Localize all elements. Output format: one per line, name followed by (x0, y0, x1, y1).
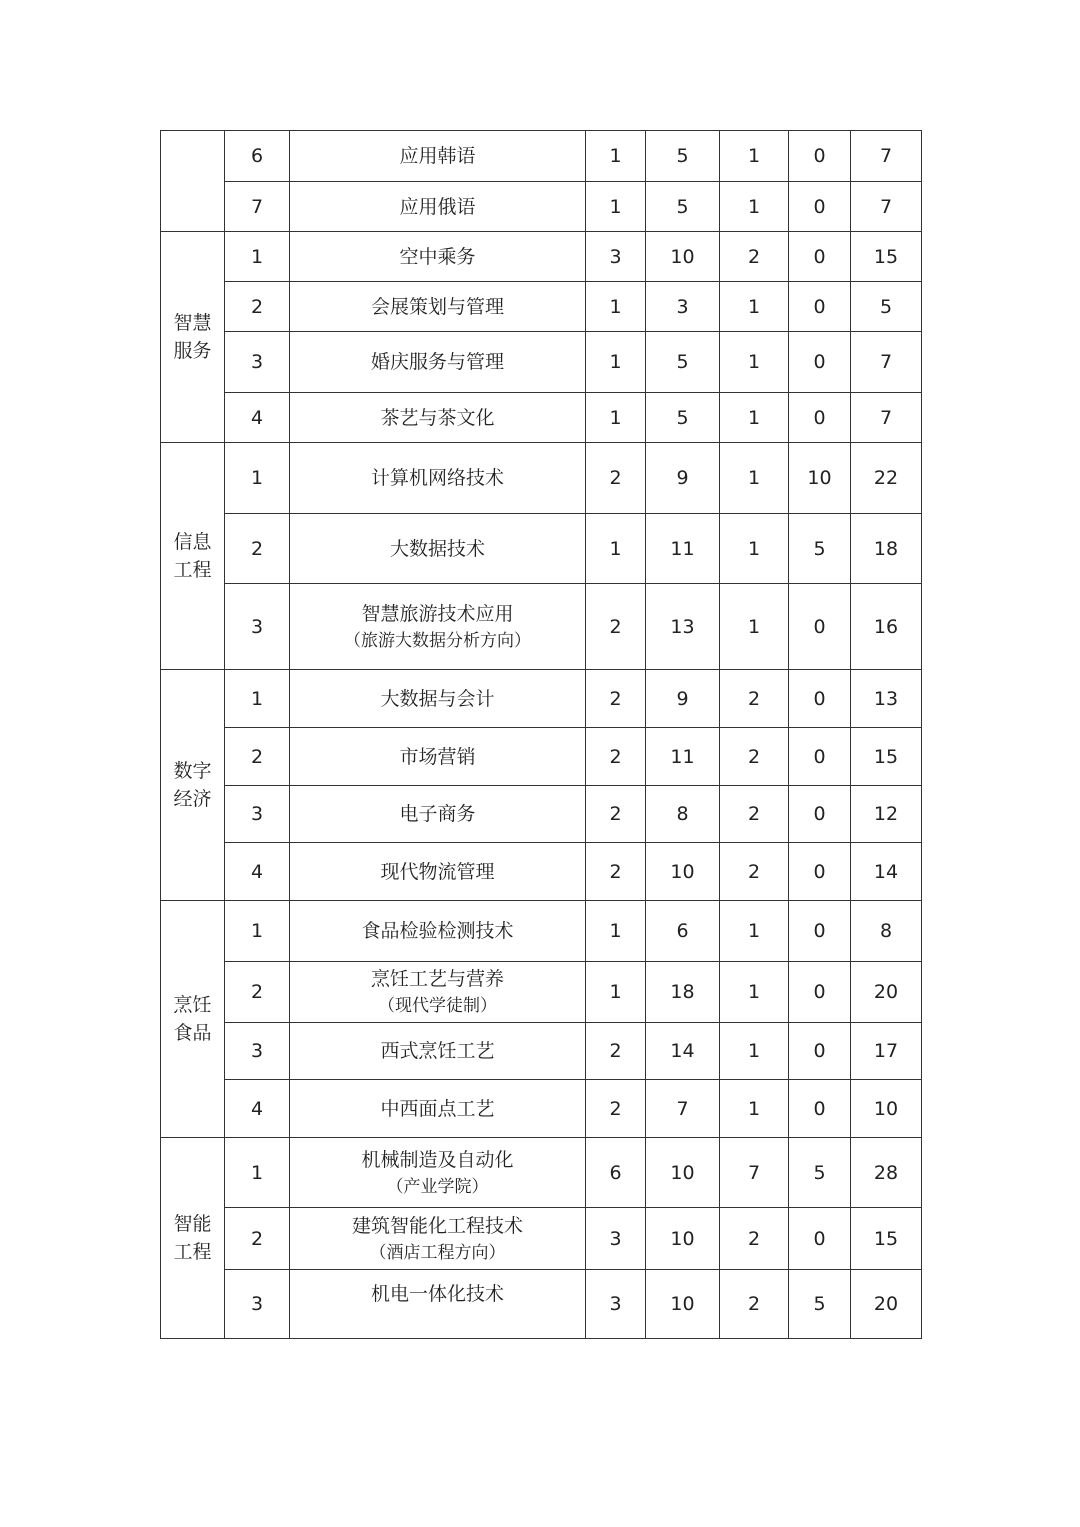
count-cell-1: 2 (586, 786, 646, 843)
major-name-cell (290, 670, 586, 728)
total-cell: 15 (851, 232, 922, 282)
major-name: 电子商务 (399, 803, 476, 825)
count-cell-2: 9 (646, 443, 720, 514)
count-cell-3: 1 (720, 901, 789, 962)
count-cell-3: 2 (720, 1270, 789, 1339)
major-name: 婚庆服务与管理 (370, 351, 504, 373)
count-cell-1: 2 (586, 584, 646, 670)
count-cell-1: 6 (586, 1138, 646, 1208)
count-cell-4: 0 (789, 1023, 851, 1080)
count-cell-1: 1 (586, 393, 646, 443)
major-name: 机电一体化技术 (370, 1283, 504, 1305)
count-cell-2: 10 (646, 843, 720, 901)
total-cell: 5 (851, 282, 922, 332)
row-number-cell: 1 (225, 443, 290, 514)
count-cell-3: 1 (720, 962, 789, 1023)
major-name: 大数据技术 (389, 537, 485, 560)
major-note: （现代学徒制） (378, 996, 497, 1016)
table-row (161, 728, 922, 786)
major-name-cell (290, 1138, 586, 1208)
group-name-line: 服务 (173, 340, 212, 362)
table-row (161, 962, 922, 1023)
major-name-cell (290, 443, 586, 514)
total-cell: 28 (851, 1138, 922, 1208)
count-cell-2: 5 (646, 182, 720, 232)
count-cell-1: 2 (586, 670, 646, 728)
count-cell-1: 1 (586, 332, 646, 393)
count-cell-3: 2 (720, 728, 789, 786)
major-name: 建筑智能化工程技术 (351, 1214, 523, 1237)
row-number-cell: 2 (225, 282, 290, 332)
group-name-line: 数字 (173, 760, 212, 782)
table-body (161, 131, 922, 1339)
major-name-cell (290, 232, 586, 282)
total-cell: 22 (851, 443, 922, 514)
table-row (161, 514, 922, 584)
major-name: 应用俄语 (399, 195, 476, 218)
table-row (161, 843, 922, 901)
total-cell: 14 (851, 843, 922, 901)
count-cell-4: 0 (789, 843, 851, 901)
group-name-line: 烹饪 (173, 994, 212, 1016)
count-cell-1: 2 (586, 843, 646, 901)
count-cell-1: 2 (586, 728, 646, 786)
count-cell-2: 10 (646, 232, 720, 282)
count-cell-3: 1 (720, 182, 789, 232)
enrollment-plan-table (160, 130, 922, 1339)
total-cell: 20 (851, 1270, 922, 1339)
table-row (161, 131, 922, 182)
count-cell-2: 5 (646, 393, 720, 443)
group-name-line: 信息 (173, 531, 212, 553)
row-number-cell: 2 (225, 962, 290, 1023)
count-cell-1: 2 (586, 443, 646, 514)
major-name: 智慧旅游技术应用 (361, 602, 514, 625)
major-name-cell (290, 901, 586, 962)
total-cell: 10 (851, 1080, 922, 1138)
count-cell-4: 0 (789, 1080, 851, 1138)
group-name-line: 工程 (173, 559, 212, 581)
count-cell-4: 0 (789, 393, 851, 443)
major-name-cell (290, 131, 586, 182)
group-name-line: 工程 (173, 1241, 212, 1263)
count-cell-2: 13 (646, 584, 720, 670)
count-cell-4: 0 (789, 728, 851, 786)
count-cell-4: 0 (789, 1208, 851, 1270)
count-cell-1: 1 (586, 282, 646, 332)
total-cell: 7 (851, 131, 922, 182)
count-cell-4: 0 (789, 131, 851, 182)
table-row (161, 901, 922, 962)
group-cell (161, 232, 225, 443)
count-cell-4: 5 (789, 1270, 851, 1339)
major-name: 茶艺与茶文化 (380, 406, 495, 429)
count-cell-1: 3 (586, 1208, 646, 1270)
count-cell-1: 3 (586, 232, 646, 282)
major-name-cell (290, 1208, 586, 1270)
major-name: 市场营销 (399, 745, 476, 768)
major-name: 应用韩语 (399, 145, 476, 167)
group-cell (161, 131, 225, 232)
major-name: 食品检验检测技术 (361, 920, 514, 942)
count-cell-4: 5 (789, 1138, 851, 1208)
count-cell-3: 2 (720, 670, 789, 728)
row-number-cell: 3 (225, 1270, 290, 1339)
table-row (161, 1138, 922, 1208)
count-cell-2: 5 (646, 131, 720, 182)
count-cell-2: 7 (646, 1080, 720, 1138)
count-cell-2: 18 (646, 962, 720, 1023)
major-name-cell (290, 1270, 586, 1339)
table-row (161, 670, 922, 728)
row-number-cell: 3 (225, 1023, 290, 1080)
major-name: 中西面点工艺 (380, 1097, 495, 1120)
table-row (161, 443, 922, 514)
count-cell-1: 1 (586, 962, 646, 1023)
count-cell-3: 1 (720, 584, 789, 670)
major-name-cell (290, 584, 586, 670)
major-name-cell (290, 843, 586, 901)
total-cell: 18 (851, 514, 922, 584)
major-note: （产业学院） (386, 1176, 489, 1197)
table-row (161, 332, 922, 393)
major-name: 空中乘务 (399, 245, 476, 268)
count-cell-4: 0 (789, 332, 851, 393)
total-cell: 17 (851, 1023, 922, 1080)
major-note: （酒店工程方向） (369, 1242, 506, 1263)
count-cell-2: 8 (646, 786, 720, 843)
count-cell-4: 0 (789, 962, 851, 1023)
count-cell-3: 1 (720, 332, 789, 393)
row-number-cell: 1 (225, 232, 290, 282)
count-cell-4: 0 (789, 584, 851, 670)
count-cell-3: 7 (720, 1138, 789, 1208)
group-cell (161, 443, 225, 670)
major-name-cell (290, 962, 586, 1023)
major-name-cell (290, 393, 586, 443)
row-number-cell: 2 (225, 1208, 290, 1270)
count-cell-2: 9 (646, 670, 720, 728)
group-name-line: 智能 (173, 1213, 212, 1235)
total-cell: 7 (851, 332, 922, 393)
table-row (161, 1023, 922, 1080)
row-number-cell: 4 (225, 1080, 290, 1138)
count-cell-1: 1 (586, 182, 646, 232)
count-cell-4: 5 (789, 514, 851, 584)
total-cell: 20 (851, 962, 922, 1023)
count-cell-3: 1 (720, 282, 789, 332)
table-row (161, 1080, 922, 1138)
count-cell-1: 1 (586, 901, 646, 962)
row-number-cell: 1 (225, 670, 290, 728)
total-cell: 15 (851, 728, 922, 786)
major-name-cell (290, 514, 586, 584)
count-cell-4: 0 (789, 282, 851, 332)
count-cell-2: 3 (646, 282, 720, 332)
count-cell-4: 0 (789, 786, 851, 843)
count-cell-1: 1 (586, 131, 646, 182)
count-cell-2: 10 (646, 1138, 720, 1208)
count-cell-2: 11 (646, 514, 720, 584)
table-row (161, 584, 922, 670)
major-name-cell (290, 1080, 586, 1138)
count-cell-2: 14 (646, 1023, 720, 1080)
group-name-line: 经济 (173, 788, 212, 810)
count-cell-1: 2 (586, 1080, 646, 1138)
table-row (161, 393, 922, 443)
count-cell-4: 0 (789, 670, 851, 728)
count-cell-3: 1 (720, 1080, 789, 1138)
total-cell: 7 (851, 393, 922, 443)
count-cell-4: 10 (789, 443, 851, 514)
total-cell: 7 (851, 182, 922, 232)
major-name: 现代物流管理 (380, 860, 495, 883)
count-cell-3: 2 (720, 843, 789, 901)
total-cell: 16 (851, 584, 922, 670)
major-name: 计算机网络技术 (370, 467, 504, 489)
row-number-cell: 3 (225, 584, 290, 670)
row-number-cell: 2 (225, 728, 290, 786)
table-row (161, 1208, 922, 1270)
table-row (161, 182, 922, 232)
count-cell-2: 10 (646, 1270, 720, 1339)
group-cell (161, 670, 225, 901)
major-name-cell (290, 786, 586, 843)
group-cell (161, 901, 225, 1138)
row-number-cell: 3 (225, 332, 290, 393)
count-cell-2: 10 (646, 1208, 720, 1270)
table-row (161, 1270, 922, 1339)
count-cell-3: 1 (720, 1023, 789, 1080)
row-number-cell: 4 (225, 393, 290, 443)
row-number-cell: 6 (225, 131, 290, 182)
group-name-line: 智慧 (173, 312, 212, 334)
table-row (161, 232, 922, 282)
count-cell-3: 2 (720, 786, 789, 843)
major-name-cell (290, 332, 586, 393)
count-cell-2: 6 (646, 901, 720, 962)
major-name: 大数据与会计 (380, 687, 495, 710)
total-cell: 15 (851, 1208, 922, 1270)
major-name: 烹饪工艺与营养 (370, 968, 504, 990)
count-cell-1: 3 (586, 1270, 646, 1339)
count-cell-3: 1 (720, 443, 789, 514)
major-name-cell (290, 182, 586, 232)
count-cell-4: 0 (789, 182, 851, 232)
total-cell: 8 (851, 901, 922, 962)
major-name-cell (290, 282, 586, 332)
group-cell (161, 1138, 225, 1339)
group-name-line: 食品 (173, 1022, 212, 1044)
count-cell-3: 2 (720, 1208, 789, 1270)
count-cell-2: 5 (646, 332, 720, 393)
major-name-cell (290, 1023, 586, 1080)
major-name: 西式烹饪工艺 (380, 1040, 495, 1062)
count-cell-1: 1 (586, 514, 646, 584)
count-cell-4: 0 (789, 232, 851, 282)
row-number-cell: 1 (225, 901, 290, 962)
count-cell-3: 1 (720, 131, 789, 182)
count-cell-3: 1 (720, 393, 789, 443)
table-row (161, 786, 922, 843)
count-cell-3: 2 (720, 232, 789, 282)
table-row (161, 282, 922, 332)
row-number-cell: 3 (225, 786, 290, 843)
count-cell-4: 0 (789, 901, 851, 962)
major-name-cell (290, 728, 586, 786)
count-cell-1: 2 (586, 1023, 646, 1080)
major-note: （旅游大数据分析方向） (344, 630, 531, 651)
total-cell: 12 (851, 786, 922, 843)
row-number-cell: 7 (225, 182, 290, 232)
count-cell-3: 1 (720, 514, 789, 584)
count-cell-2: 11 (646, 728, 720, 786)
major-name: 会展策划与管理 (370, 295, 504, 318)
row-number-cell: 4 (225, 843, 290, 901)
row-number-cell: 1 (225, 1138, 290, 1208)
total-cell: 13 (851, 670, 922, 728)
row-number-cell: 2 (225, 514, 290, 584)
major-name: 机械制造及自动化 (361, 1148, 514, 1171)
